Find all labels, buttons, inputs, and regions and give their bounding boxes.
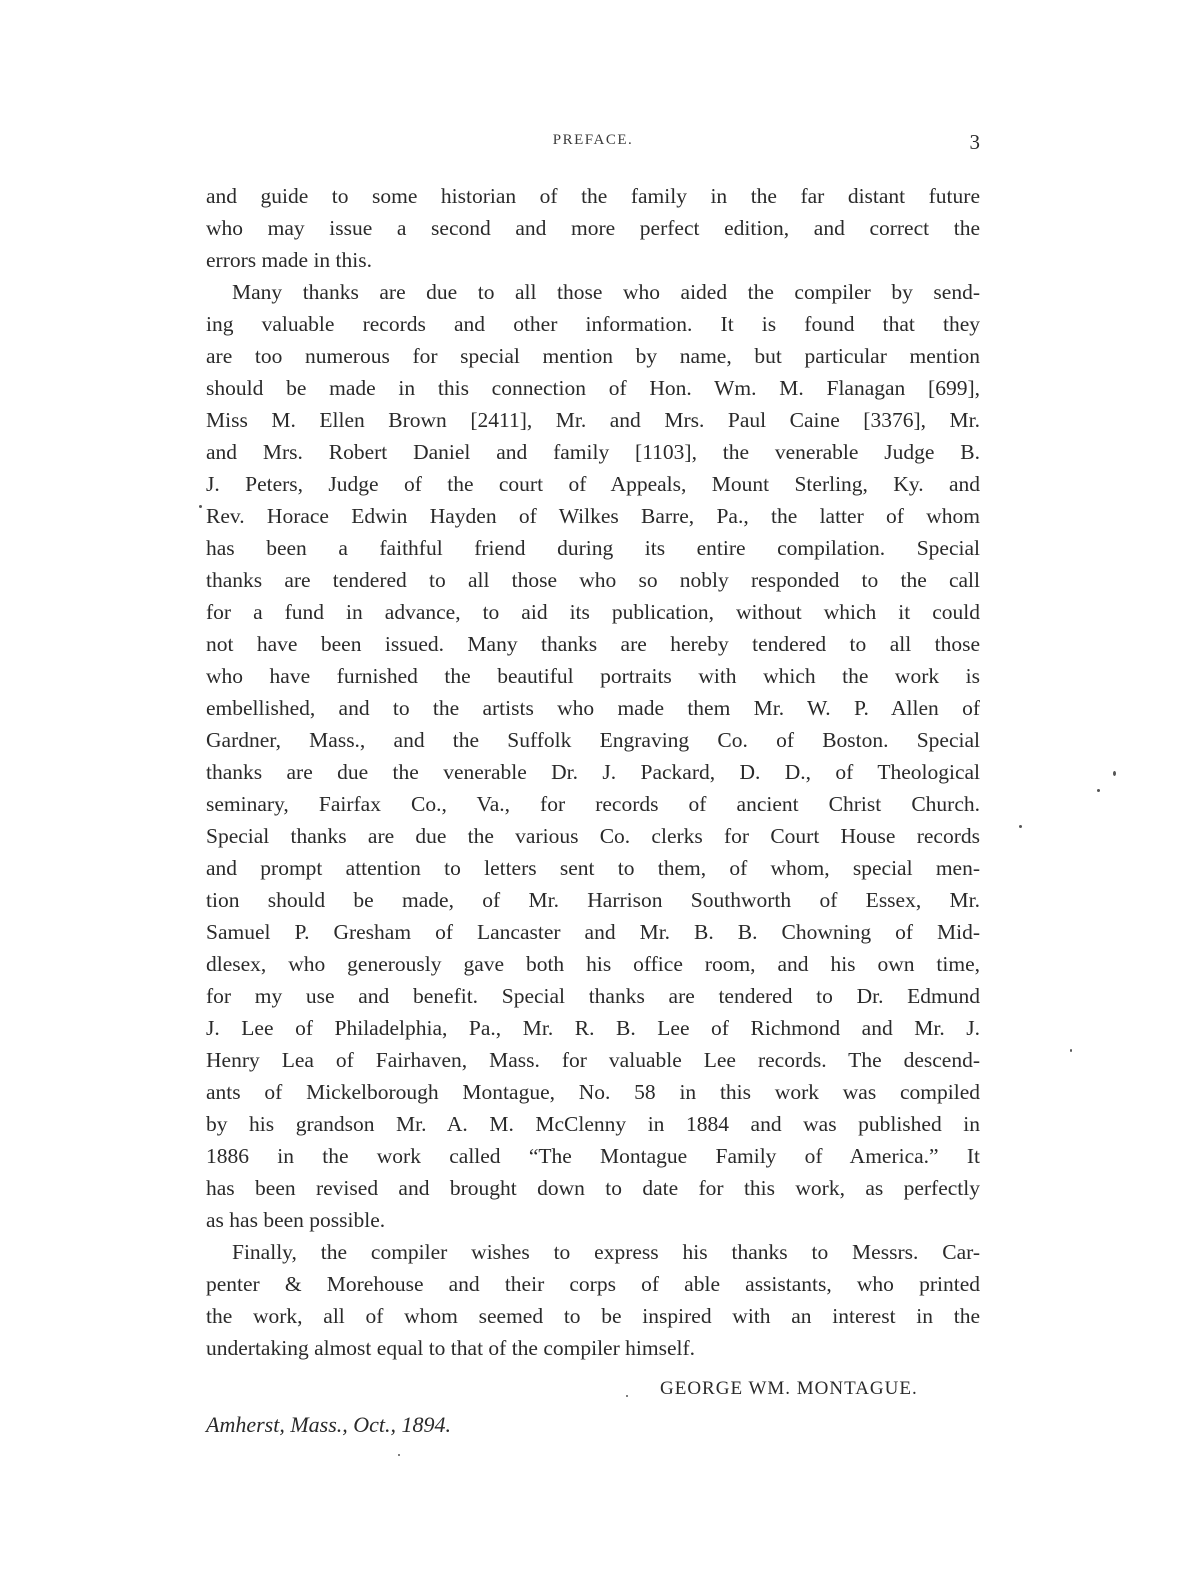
text-line: who may issue a second and more perfect edition, and correct the: [206, 216, 980, 240]
page-number: 3: [969, 130, 980, 154]
author-signature: GEORGE WM. MONTAGUE.: [660, 1378, 918, 1399]
text-line: J. Lee of Philadelphia, Pa., Mr. R. B. Lee of Richmond and Mr. J.: [206, 1016, 980, 1040]
scan-speck: [1019, 825, 1022, 828]
text-line: for my use and benefit. Special thanks are tendered to Dr. Edmund: [206, 984, 980, 1008]
text-line: dlesex, who generously gave both his office room, and his own time,: [206, 952, 980, 976]
text-line: J. Peters, Judge of the court of Appeals, Mount Sterling, Ky. and: [206, 472, 980, 496]
text-line: embellished, and to the artists who made them Mr. W. P. Allen of: [206, 696, 980, 720]
place-date: Amherst, Mass., Oct., 1894.: [206, 1412, 452, 1437]
text-line: thanks are due the venerable Dr. J. Packard, D. D., of Theological: [206, 760, 980, 784]
text-line: are too numerous for special mention by name, but particular mention: [206, 344, 980, 368]
text-line: the work, all of whom seemed to be inspired with an interest in the: [206, 1304, 980, 1328]
scan-speck: [1097, 789, 1100, 792]
text-line: undertaking almost equal to that of the compiler himself.: [206, 1336, 695, 1360]
text-line: penter & Morehouse and their corps of able assistants, who printed: [206, 1272, 980, 1296]
text-line: not have been issued. Many thanks are hereby tendered to all those: [206, 632, 980, 656]
text-line: and prompt attention to letters sent to them, of whom, special men-: [206, 856, 980, 880]
text-line: errors made in this.: [206, 248, 372, 272]
text-line: and guide to some historian of the family in the far distant future: [206, 184, 980, 208]
text-line: ants of Mickelborough Montague, No. 58 in this work was compiled: [206, 1080, 980, 1104]
text-line: Miss M. Ellen Brown [2411], Mr. and Mrs. Paul Caine [3376], Mr.: [206, 408, 980, 432]
text-line: 1886 in the work called “The Montague Family of America.” It: [206, 1144, 980, 1168]
scan-speck: [1070, 1049, 1072, 1052]
text-line: Henry Lea of Fairhaven, Mass. for valuable Lee records. The descend-: [206, 1048, 980, 1072]
text-line: seminary, Fairfax Co., Va., for records of ancient Christ Church.: [206, 792, 980, 816]
scan-speck: [199, 505, 202, 508]
text-line: has been a faithful friend during its entire compilation. Special: [206, 536, 980, 560]
text-line: and Mrs. Robert Daniel and family [1103], the venerable Judge B.: [206, 440, 980, 464]
text-line: should be made in this connection of Hon. Wm. M. Flanagan [699],: [206, 376, 980, 400]
text-line: Finally, the compiler wishes to express his thanks to Messrs. Car-: [232, 1240, 980, 1264]
text-line: Special thanks are due the various Co. clerks for Court House records: [206, 824, 980, 848]
scan-speck: [626, 1395, 628, 1397]
text-line: who have furnished the beautiful portraits with which the work is: [206, 664, 980, 688]
scan-speck: [398, 1454, 400, 1456]
text-line: thanks are tendered to all those who so nobly responded to the call: [206, 568, 980, 592]
text-line: tion should be made, of Mr. Harrison Southworth of Essex, Mr.: [206, 888, 980, 912]
running-head: [206, 132, 980, 156]
scan-speck: [1113, 771, 1116, 776]
text-line: Many thanks are due to all those who aided the compiler by send-: [232, 280, 980, 304]
text-line: has been revised and brought down to date for this work, as perfectly: [206, 1176, 980, 1200]
running-title: PREFACE.: [552, 132, 634, 148]
text-line: Rev. Horace Edwin Hayden of Wilkes Barre, Pa., the latter of whom: [206, 504, 980, 528]
preface-text: [206, 180, 980, 1364]
text-line: Gardner, Mass., and the Suffolk Engraving Co. of Boston. Special: [206, 728, 980, 752]
text-line: ing valuable records and other information. It is found that they: [206, 312, 980, 336]
text-line: as has been possible.: [206, 1208, 386, 1232]
text-line: by his grandson Mr. A. M. McClenny in 1884 and was published in: [206, 1112, 980, 1136]
text-line: Samuel P. Gresham of Lancaster and Mr. B. B. Chowning of Mid-: [206, 920, 980, 944]
text-line: for a fund in advance, to aid its publication, without which it could: [206, 600, 980, 624]
